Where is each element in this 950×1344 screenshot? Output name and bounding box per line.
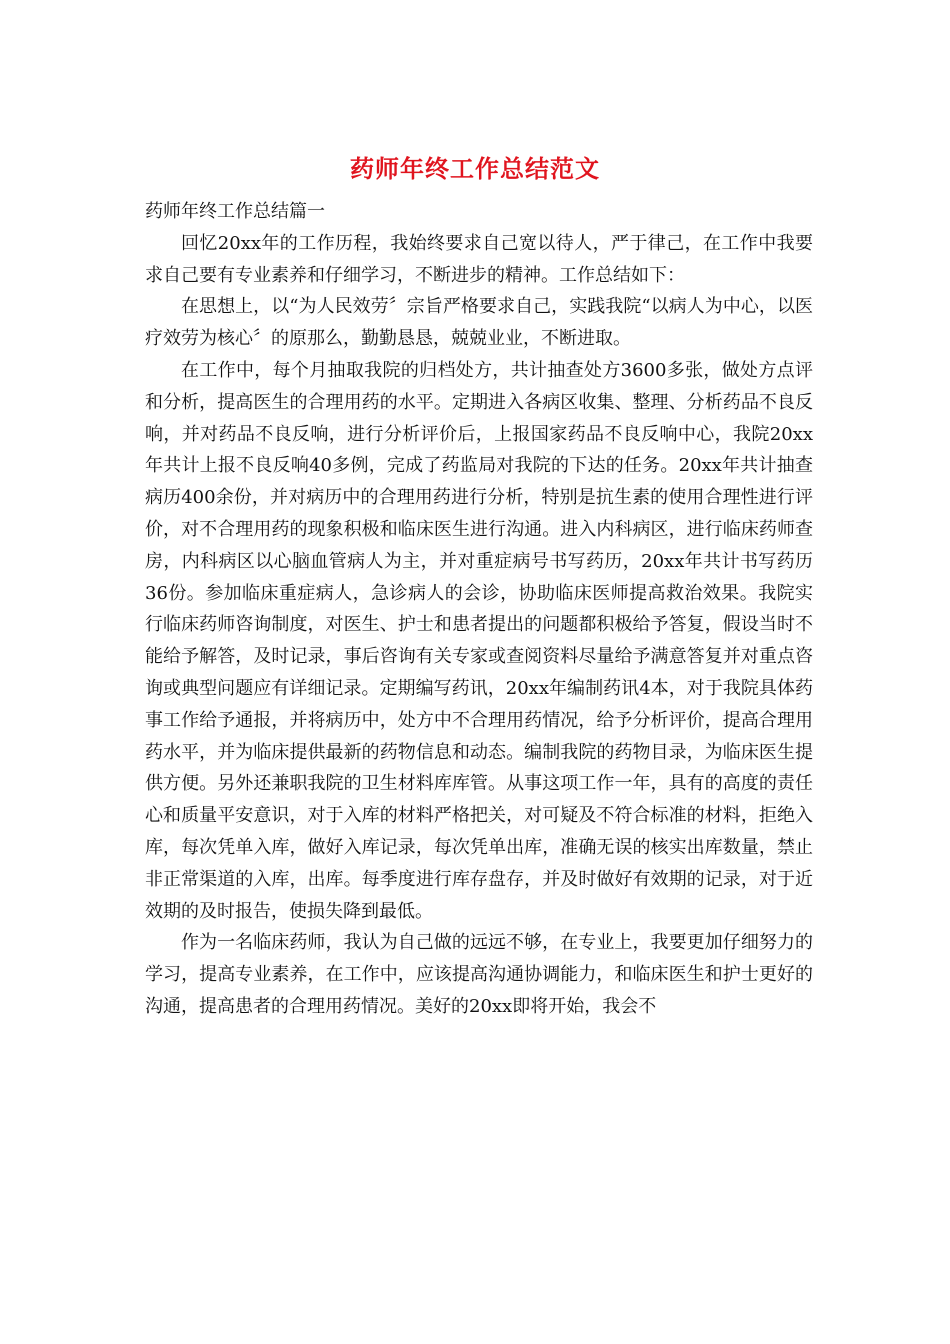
paragraph-outlook: 作为一名临床药师，我认为自己做的远远不够，在专业上，我要更加仔细努力的学习，提高专业素养，在工作中，应该提高沟通协调能力，和临床医生和护士更好的沟通，提高患者的合理用药情况。美好的20xx即将开始，我会不 <box>145 932 813 1017</box>
paragraph-thought: 在思想上，以“为人民效劳〞宗旨严格要求自己，实践我院“以病人为中心，以医疗效劳为核心〞的原那么，勤勤恳恳，兢兢业业，不断进取。 <box>145 296 813 350</box>
document-title: 药师年终工作总结范文 <box>350 154 600 183</box>
paragraph-work: 在工作中，每个月抽取我院的归档处方，共计抽查处方3600多张，做处方点评和分析，提高医生的合理用药的水平。定期进入各病区收集、整理、分析药品不良反响，并对药品不良反响，进行分析评价后，上报国家药品不良反响中心，我院20xx年共计上报不良反响40多例，完成了药监局对我院的下达的任务。20xx年共计抽查病历400余份，并对病历中的合理用药进行分析，特别是抗生素的使用合理性进行评价，对不合理用药的现象积极和临床医生进行沟通。进入内科病区，进行临床药师查房，内科病区以心脑血管病人为主，并对重症病号书写药历，20xx年共计书写药历36份。参加临床重症病人，急诊病人的会诊，协助临床医师提高救治效果。我院实行临床药师咨询制度，对医生、护士和患者提出的问题都积极给予答复，假设当时不能给予解答，及时记录，事后咨询有关专家或查阅资料尽量给予满意答复并对重点咨询或典型问题应有详细记录。定期编写药讯，20xx年编制药讯4本，对于我院具体药事工作给予通报，并将病历中，处方中不合理用药情况，给予分析评价，提高合理用药水平，并为临床提供最新的药物信息和动态。编制我院的药物目录，为临床医生提供方便。另外还兼职我院的卫生材料库库管。从事这项工作一年，具有的高度的责任心和质量平安意识，对于入库的材料严格把关，对可疑及不符合标准的材料，拒绝入库，每次凭单入库，做好入库记录，每次凭单出库，准确无误的核实出库数量，禁止非正常渠道的入库，出库。每季度进行库存盘存，并及时做好有效期的记录，对于近效期的及时报告，使损失降到最低。 <box>145 359 813 922</box>
section-heading: 药师年终工作总结篇一 <box>145 201 325 222</box>
paragraph-intro: 回忆20xx年的工作历程，我始终要求自己宽以待人，严于律己，在工作中我要求自己要有专业素养和仔细学习，不断进步的精神。工作总结如下： <box>145 232 813 286</box>
document-body <box>145 196 813 1023</box>
